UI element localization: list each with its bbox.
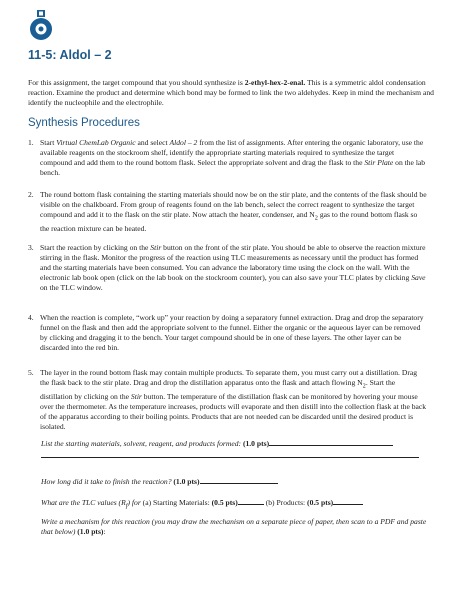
question-tlc: What are the TLC values $(R_f)$ for (a) Starting Materials: (0.5 pts) (b) Products: (0.5 pts) xyxy=(41,496,439,512)
answer-line[interactable] xyxy=(41,457,419,458)
chemlab-logo-icon xyxy=(28,10,54,41)
target-compound: 2-ethyl-hex-2-enal. xyxy=(244,78,306,87)
section-heading: Synthesis Procedures xyxy=(28,117,140,129)
answer-blank[interactable] xyxy=(269,437,393,446)
question-materials: List the starting materials, solvent, reagent, and products formed: (1.0 pts) xyxy=(41,437,439,449)
intro-paragraph: For this assignment, the target compound that you should synthesize is 2-ethyl-hex-2-enal. This is a symmetric aldol condensation reaction. Examine the product and determine which bond may be formed to link the two aldehydes. Keep in mind the mechanism and identify the nucleophile and the electrophile. xyxy=(28,78,434,107)
answer-blank-products[interactable] xyxy=(333,496,363,505)
procedure-step-1: 1. Start Virtual ChemLab Organic and select Aldol – 2 from the list of assignments. After entering the organic laboratory, use the available reagents on the stockroom shelf, identify the appropriate starting materials required to synthesize the target compound and add them to the round bottom flask. Select the appropriate solvent and drag the flask to the Stir Plate on the lab bench. xyxy=(28,138,426,177)
procedure-step-3: 3. Start the reaction by clicking on the Stir button on the front of the stir plate. You should be able to observe the reaction mixture stirring in the flask. Monitor the progress of the reaction using TLC measurements as necessary until the product has formed and the starting materials have been consumed. You can advance the laboratory time using the clock on the wall. With the electronic lab book open (click on the lab book on the stockroom counter), you can also save your TLC plates by clicking Save on the TLC window. xyxy=(28,243,426,292)
question-time: How long did it take to finish the reaction? (1.0 pts) xyxy=(41,475,439,487)
procedure-step-5: 5. The layer in the round bottom flask may contain multiple products. To separate them, you must carry out a distillation. Drag the flask back to the stir plate. Drag and drop the distillation apparatus onto the flask and attach flowing $N_2$. Start the distillation by clicking on the Stir button. The temperature of the distillation flask can be monitored by hovering your mouse over the thermometer. As the temperature increases, products will evaporate and then distill into the collection flask at the back of the apparatus according to their boiling points. Products that are not needed can be discarded until the desired product is isolated. xyxy=(28,368,427,431)
procedure-step-4: 4. When the reaction is complete, “work up” your reaction by doing a separatory funnel extraction. Drag and drop the separatory funnel on the flask and then add the appropriate solvent to the funnel. Either the organic or the aqueous layer can be removed by clicking and dragging it to the bench. Your target compound should be in one of these layers. The other layer can be discarded into the red bin. xyxy=(28,313,424,352)
page-title: 11-5: Aldol – 2 xyxy=(28,48,112,62)
answer-blank-starting-materials[interactable] xyxy=(238,496,264,505)
question-mechanism: Write a mechanism for this reaction (you may draw the mechanism on a separate piece of paper, then scan to a PDF and paste that below) (1.0 pts): xyxy=(41,517,427,536)
answer-blank[interactable] xyxy=(200,475,278,484)
procedure-step-2: 2. The round bottom flask containing the starting materials should now be on the stir plate, and the contents of the flask should be visible on the chalkboard. From group of reagents found on the lab bench, select the correct reagent to synthesize the target compound and add it to the flask on the stir plate. Now attach the heater, condenser, and $N_2$ gas to the round bottom flask so the reaction mixture can be heated. xyxy=(28,190,427,233)
